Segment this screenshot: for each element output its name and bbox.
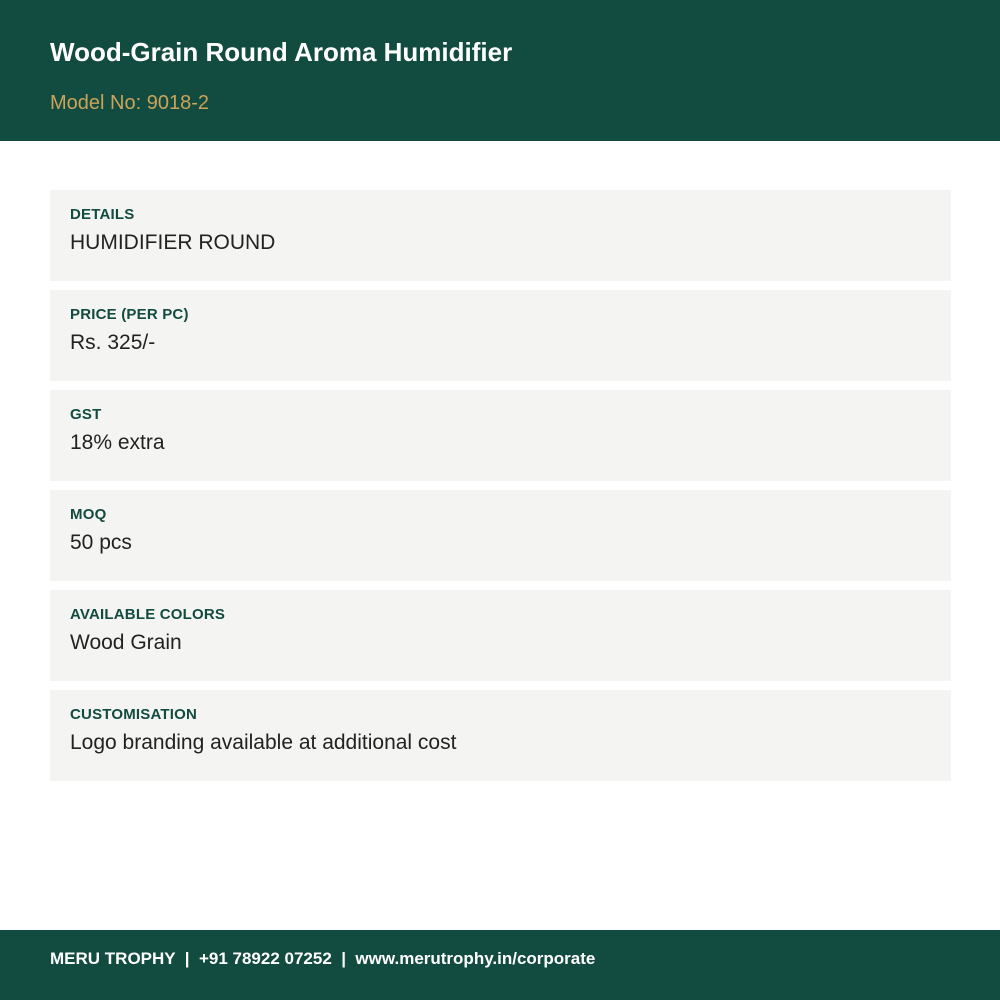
product-title: Wood-Grain Round Aroma Humidifier xyxy=(50,37,513,67)
detail-value: Wood Grain xyxy=(70,631,182,654)
model-number: Model No: 9018-2 xyxy=(50,92,209,114)
header-banner xyxy=(0,0,1000,141)
detail-value: Rs. 325/- xyxy=(70,331,156,354)
detail-row-price xyxy=(50,290,951,381)
detail-row-colors xyxy=(50,590,951,681)
detail-value: 50 pcs xyxy=(70,531,132,554)
detail-value: HUMIDIFIER ROUND xyxy=(70,231,276,254)
detail-row-gst xyxy=(50,390,951,481)
detail-label: CUSTOMISATION xyxy=(70,706,198,723)
details-list xyxy=(50,190,951,790)
detail-label: MOQ xyxy=(70,506,107,523)
footer-contact-text: MERU TROPHY | +91 78922 07252 | www.merutrophy.in/corporate xyxy=(50,949,596,968)
detail-label: PRICE (PER PC) xyxy=(70,306,189,323)
footer-banner xyxy=(0,930,1000,1000)
detail-row-details xyxy=(50,190,951,281)
detail-value: 18% extra xyxy=(70,431,165,454)
detail-row-customisation xyxy=(50,690,951,781)
detail-value: Logo branding available at additional cost xyxy=(70,731,457,754)
detail-label: AVAILABLE COLORS xyxy=(70,606,226,623)
detail-label: GST xyxy=(70,406,102,423)
detail-label: DETAILS xyxy=(70,206,135,223)
detail-row-moq xyxy=(50,490,951,581)
